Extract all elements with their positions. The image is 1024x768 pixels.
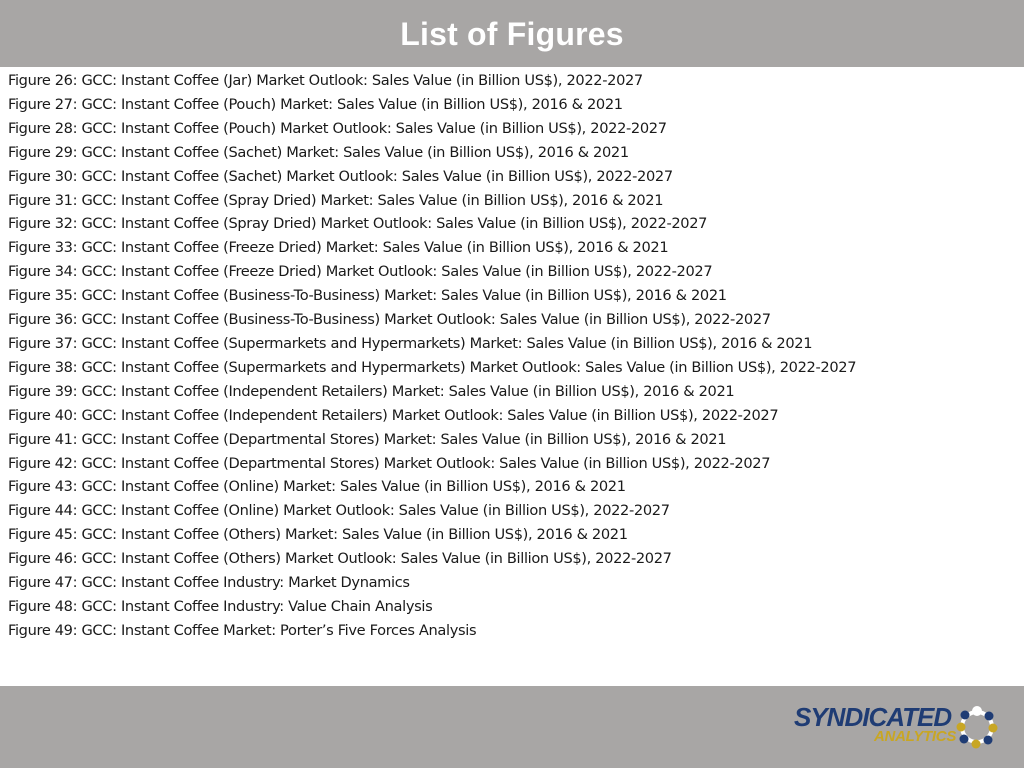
figure-list-item: Figure 32: GCC: Instant Coffee (Spray Dried) Market Outlook: Sales Value (in Billion US$), 2022-2027 (8, 215, 708, 233)
logo-subtitle: ANALYTICS (874, 728, 957, 745)
figure-list-item: Figure 43: GCC: Instant Coffee (Online) Market: Sales Value (in Billion US$), 2016 & 2021 (8, 478, 626, 496)
figure-list-item: Figure 26: GCC: Instant Coffee (Jar) Market Outlook: Sales Value (in Billion US$), 2022-2027 (8, 72, 643, 89)
figure-list-item: Figure 45: GCC: Instant Coffee (Others) Market: Sales Value (in Billion US$), 2016 & 2021 (8, 526, 628, 544)
logo-word-part2: CATED (868, 702, 952, 732)
figure-list-item: Figure 30: GCC: Instant Coffee (Sachet) Market Outlook: Sales Value (in Billion US$), 2022-2027 (8, 167, 673, 185)
syndicated-analytics-logo (794, 700, 1000, 754)
footer-bar (0, 686, 1024, 768)
figure-list-item: Figure 35: GCC: Instant Coffee (Business-To-Business) Market: Sales Value (in Billion US$), 2016 & 2021 (8, 287, 727, 305)
figure-list-item: Figure 29: GCC: Instant Coffee (Sachet) Market: Sales Value (in Billion US$), 2016 & 2021 (8, 143, 629, 161)
logo-word-part1: SYNDI (794, 702, 869, 732)
figure-list-item: Figure 47: GCC: Instant Coffee Industry: Market Dynamics (8, 574, 410, 592)
figure-list-item: Figure 37: GCC: Instant Coffee (Supermarkets and Hypermarkets) Market: Sales Value (in Billion US$), 2016 & 2021 (8, 334, 813, 352)
figure-list-item: Figure 28: GCC: Instant Coffee (Pouch) Market Outlook: Sales Value (in Billion US$), 2022-2027 (8, 119, 667, 137)
figure-list-item: Figure 42: GCC: Instant Coffee (Departmental Stores) Market Outlook: Sales Value (in Billion US$), 2022-2027 (8, 454, 771, 472)
figure-list-item: Figure 41: GCC: Instant Coffee (Departmental Stores) Market: Sales Value (in Billion US$), 2016 & 2021 (8, 430, 727, 448)
page-title: List of Figures (400, 16, 624, 52)
figure-list-item: Figure 44: GCC: Instant Coffee (Online) Market Outlook: Sales Value (in Billion US$), 2022-2027 (8, 502, 670, 520)
figure-list-item: Figure 33: GCC: Instant Coffee (Freeze Dried) Market: Sales Value (in Billion US$), 2016 & 2021 (8, 239, 669, 257)
figure-list (8, 69, 1020, 643)
figure-list-item: Figure 38: GCC: Instant Coffee (Supermarkets and Hypermarkets) Market Outlook: Sales Value (in Billion US$), 2022-2027 (8, 358, 857, 376)
figure-list-item: Figure 27: GCC: Instant Coffee (Pouch) Market: Sales Value (in Billion US$), 2016 & 2021 (8, 95, 623, 113)
header-bar (0, 0, 1024, 67)
figure-list-item: Figure 46: GCC: Instant Coffee (Others) Market Outlook: Sales Value (in Billion US$), 2022-2027 (8, 550, 672, 568)
figure-list-item: Figure 40: GCC: Instant Coffee (Independent Retailers) Market Outlook: Sales Value (in Billion US$), 2022-2027 (8, 406, 779, 424)
figure-list-item: Figure 48: GCC: Instant Coffee Industry: Value Chain Analysis (8, 597, 433, 615)
figure-list-item: Figure 49: GCC: Instant Coffee Market: Porter’s Five Forces Analysis (8, 621, 477, 639)
figure-list-item: Figure 39: GCC: Instant Coffee (Independent Retailers) Market: Sales Value (in Billion US$), 2016 & 2021 (8, 382, 735, 400)
figure-list-item: Figure 36: GCC: Instant Coffee (Business-To-Business) Market Outlook: Sales Value (in Billion US$), 2022-2027 (8, 311, 771, 329)
figure-list-item: Figure 34: GCC: Instant Coffee (Freeze Dried) Market Outlook: Sales Value (in Billion US$), 2022-2027 (8, 263, 713, 281)
ring-of-dots-logo-icon (954, 704, 1000, 750)
figure-list-item: Figure 31: GCC: Instant Coffee (Spray Dried) Market: Sales Value (in Billion US$), 2016 & 2021 (8, 191, 664, 209)
